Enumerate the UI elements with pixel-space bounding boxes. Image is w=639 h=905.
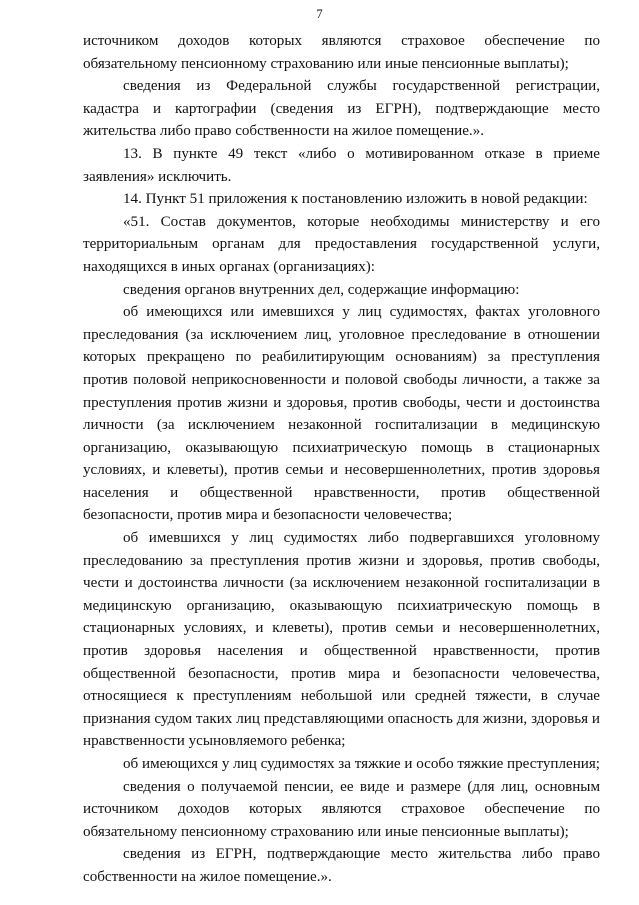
paragraph-convictions-2: об имевшихся у лиц судимостях либо подвергавшихся уголовному преследованию за преступления против жизни и здоровья, против свободы, чести и достоинства личности (за исключением незаконной госпитализации в медицинскую организацию, оказывающую психиатрическую помощь в стационарных условиях, и клеветы), против семьи и несовершеннолетних, против здоровья населения и общественной нравственности, против общественной безопасности, против мира и безопасности человечества, относящиеся к преступлениям небольшой или средней тяжести, в случае признания судом таких лиц представляющими опасность для жизни, здоровья и нравственности усыновляемого ребенка; bbox=[83, 530, 600, 750]
paragraph-item-51: «51. Состав документов, которые необходимы министерству и его территориальным органам для предоставления государственной услуги, находящихся в иных органах (организациях): bbox=[83, 213, 600, 275]
paragraph-item-13: 13. В пункте 49 текст «либо о мотивированном отказе в приеме заявления» исключить. bbox=[83, 145, 600, 185]
paragraph-grave-crimes: об имеющихся у лиц судимостях за тяжкие и особо тяжкие преступления; bbox=[123, 756, 601, 772]
document-body bbox=[83, 30, 600, 889]
paragraph-convictions-1: об имеющихся или имевшихся у лиц судимостях, фактах уголовного преследования (за исключением лиц, уголовное преследование в отношении которых прекращено по реабилитирующим основаниям) за преступления против половой неприкосновенности и половой свободы личности, а также за преступления против жизни и здоровья, против свободы, чести и достоинства личности (за исключением незаконной госпитализации в медицинскую организацию, оказывающую психиатрическую помощь в стационарных условиях, и клеветы), против семьи и несовершеннолетних, против здоровья населения и общественной нравственности, против общественной безопасности, против мира и безопасности человечества; bbox=[83, 304, 600, 524]
paragraph-item-14: 14. Пункт 51 приложения к постановлению изложить в новой редакции: bbox=[123, 191, 588, 208]
paragraph-egrn: сведения из ЕГРН, подтверждающие место жительства либо право собственности на жилое помещение.». bbox=[83, 846, 600, 885]
paragraph-pension: сведения о получаемой пенсии, ее виде и размере (для лиц, основным источником доходов которых являются страховое обеспечение по обязательному пенсионному страхованию или иные пенсионные выплаты); bbox=[83, 778, 600, 840]
page-number: 7 bbox=[316, 7, 323, 21]
paragraph-egrn-federal: сведения из Федеральной службы государственной регистрации, кадастра и картографии (сведения из ЕГРН), подтверждающие место жительства либо право собственности на жилое помещение.». bbox=[83, 78, 600, 140]
paragraph-continuation: источником доходов которых являются страховое обеспечение по обязательному пенсионному страхованию или иные пенсионные выплаты); bbox=[83, 33, 600, 72]
paragraph-police-info: сведения органов внутренних дел, содержащие информацию: bbox=[123, 281, 520, 298]
